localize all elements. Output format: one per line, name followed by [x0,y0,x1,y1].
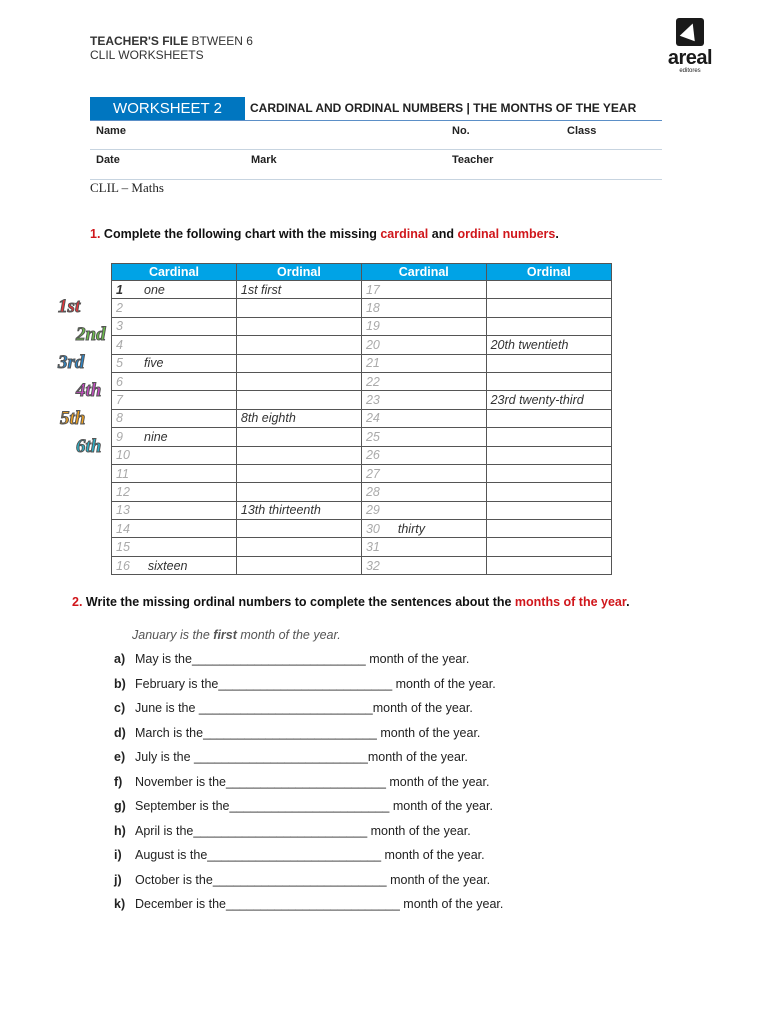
sentence-item[interactable] [114,873,490,887]
sentence-letter: b) [114,676,126,691]
sentence-item[interactable] [114,824,471,838]
ordinal-cell[interactable] [236,391,361,409]
cardinal-cell[interactable] [112,317,237,335]
form-rule [90,149,662,150]
cardinal-number: 7 [116,393,123,408]
cardinal-cell[interactable] [112,464,237,482]
cardinal-number: 19 [365,319,380,334]
question-1: 1. Complete the following chart with the missing cardinal and ordinal numbers. [90,227,559,241]
ordinal-cell[interactable]: 8th eighth [236,409,361,427]
header-ordinal: Ordinal [486,264,611,281]
sentence-item[interactable] [114,726,480,740]
sentence-text: October is the_________________________ month of the year. [135,872,491,887]
form-rule [90,179,662,180]
ordinal-cell[interactable] [236,520,361,538]
ordinal-cell[interactable] [486,354,611,372]
cardinal-number: 28 [365,484,380,499]
sentence-letter: a) [114,652,126,666]
ordinal-cell[interactable] [486,483,611,501]
cardinal-number: 15 [116,540,130,555]
table-row [112,372,612,390]
cardinal-cell[interactable] [112,336,237,354]
ordinal-cell[interactable] [486,464,611,482]
ordinal-cell[interactable]: 20th twentieth [486,336,611,354]
table-row [112,501,612,519]
ordinal-cell[interactable]: 1st first [236,281,361,299]
sentence-item[interactable] [114,677,496,691]
ordinal-cell[interactable] [236,464,361,482]
cardinal-number: 11 [116,466,129,481]
table-row [112,281,612,299]
ordinal-cell[interactable] [236,428,361,446]
cardinal-number: 29 [365,503,380,518]
cardinal-number: 8 [116,411,123,426]
sentence-text: February is the_________________________ month of the year. [135,676,496,691]
sentence-letter: c) [114,701,126,715]
ordinal-badges [58,296,108,496]
cardinal-number: 18 [365,301,380,316]
cardinal-number: 13 [116,503,130,518]
cardinal-word: five [144,356,164,371]
cardinal-cell[interactable] [112,501,237,519]
table-row [112,446,612,464]
sentence-item[interactable] [114,848,485,862]
number-label: No. [452,125,470,137]
cardinal-number: 27 [365,466,380,481]
cardinal-number: 25 [365,429,380,444]
cardinal-number: 4 [116,337,123,352]
cardinal-cell[interactable] [361,538,486,556]
cardinal-cell[interactable] [112,446,237,464]
cardinal-cell[interactable] [361,299,486,317]
ordinal-cell[interactable] [486,501,611,519]
cardinal-number: 2 [116,301,123,316]
table-row [112,317,612,335]
cardinal-cell[interactable] [361,409,486,427]
table-row [112,391,612,409]
cardinal-word: one [144,282,165,297]
header-subtitle: CLIL WORKSHEETS [90,48,204,62]
table-row [112,538,612,556]
header-cardinal: Cardinal [361,264,486,281]
ordinal-cell[interactable] [486,538,611,556]
sentence-text: December is the_________________________ month of the year. [135,897,504,911]
header-ordinal: Ordinal [236,264,361,281]
sentence-item[interactable] [114,775,489,789]
cardinal-word: thirty [397,521,425,536]
sentence-letter: k) [114,897,126,911]
cardinal-cell[interactable] [361,520,486,538]
sentence-text: April is the_________________________ month of the year. [135,823,471,838]
sentence-text: June is the _________________________month of the year. [135,701,473,715]
cardinal-cell[interactable] [361,446,486,464]
ordinal-cell[interactable] [486,281,611,299]
cardinal-number: 1 [116,282,123,297]
cardinal-number: 9 [116,429,123,444]
sentence-letter: e) [114,750,126,764]
logo-subtext: editores [679,68,701,74]
sentence-letter: f) [114,774,123,789]
cardinal-word: nine [144,429,168,444]
worksheet-title: CARDINAL AND ORDINAL NUMBERS | THE MONTHS OF THE YEAR [250,101,637,115]
sentence-text: November is the_______________________ month of the year. [135,774,490,789]
cardinal-cell[interactable] [112,520,237,538]
ordinal-cell[interactable] [486,317,611,335]
sentence-text: September is the_______________________ month of the year. [135,799,493,813]
cardinal-word: sixteen [147,558,188,573]
table-row [112,556,612,574]
header-cardinal: Cardinal [112,264,237,281]
cardinal-cell[interactable] [112,428,237,446]
ordinal-cell[interactable] [236,372,361,390]
logo-text: areal [667,47,713,69]
cardinal-cell[interactable] [361,556,486,574]
cardinal-cell[interactable] [361,428,486,446]
subject-label: CLIL – Maths [90,180,164,195]
cardinal-number: 3 [116,319,123,334]
ordinal-cell[interactable] [486,299,611,317]
cardinal-number: 23 [365,393,380,408]
cardinal-number: 16 [116,558,130,573]
ordinal-cell[interactable] [486,556,611,574]
sentence-text: March is the_________________________ month of the year. [135,725,481,740]
cardinal-cell[interactable] [361,464,486,482]
ordinal-badge-icon: 2nd [76,324,106,345]
worksheet-label: WORKSHEET 2 [90,97,245,120]
logo-mark-icon [676,18,704,46]
cardinal-cell[interactable] [112,556,237,574]
ordinal-badge-icon: 5th [60,408,86,429]
table-row [112,354,612,372]
ordinal-badge-icon: 4th [76,380,102,401]
banner-rule [90,120,662,121]
cardinal-number: 17 [365,282,380,297]
table-row [112,428,612,446]
cardinal-number: 6 [116,374,123,389]
cardinal-number: 24 [365,411,380,426]
ordinal-cell[interactable] [236,538,361,556]
cardinal-cell[interactable] [361,372,486,390]
table-row [112,464,612,482]
ordinal-cell[interactable] [236,299,361,317]
ordinal-cell[interactable] [486,428,611,446]
sentence-letter: h) [114,823,126,838]
sentence-item[interactable] [114,652,469,666]
name-label: Name [96,125,126,137]
sentence-letter: g) [114,799,126,813]
sentence-letter: d) [114,725,126,740]
cardinal-number: 20 [365,337,380,352]
ordinal-cell[interactable] [236,556,361,574]
table-row [112,483,612,501]
sentence-text: August is the_________________________ month of the year. [135,848,485,862]
ordinal-cell[interactable] [236,354,361,372]
ordinal-cell[interactable] [486,520,611,538]
ordinal-cell[interactable] [236,336,361,354]
cardinal-cell[interactable] [361,501,486,519]
header-title: TEACHER'S FILE BTWEEN 6 [90,34,253,48]
ordinal-cell[interactable] [486,446,611,464]
cardinal-cell[interactable] [112,354,237,372]
date-label: Date [96,154,120,166]
cardinal-number: 10 [116,448,130,463]
table-row [112,336,612,354]
cardinal-cell[interactable] [361,281,486,299]
cardinal-cell[interactable] [361,317,486,335]
ordinal-cell[interactable] [236,317,361,335]
ordinal-cell[interactable] [236,483,361,501]
cardinal-cell[interactable] [112,281,237,299]
cardinal-cell[interactable] [112,372,237,390]
ordinal-cell[interactable] [486,372,611,390]
cardinal-number: 21 [365,356,380,371]
class-label: Class [567,125,597,137]
sentence-text: May is the_________________________ month of the year. [135,652,470,666]
cardinal-number: 26 [365,448,380,463]
example-sentence: January is the first month of the year. [132,628,341,642]
sentence-item[interactable] [114,750,468,764]
areal-logo [660,18,720,74]
cardinal-cell[interactable] [112,483,237,501]
ordinal-badge-icon: 1st [58,296,81,317]
ordinal-badge-icon: 6th [76,436,102,457]
cardinal-cell[interactable] [112,391,237,409]
table-row [112,409,612,427]
cardinal-cell[interactable] [112,299,237,317]
sentence-item[interactable] [114,701,473,715]
cardinal-cell[interactable] [112,538,237,556]
sentence-letter: i) [114,848,122,862]
sentence-text: July is the _________________________month of the year. [135,750,468,764]
sentence-item[interactable] [114,897,503,911]
sentence-letter: j) [114,872,122,887]
ordinal-badge-icon: 3rd [58,352,85,373]
cardinal-number: 12 [116,484,130,499]
cardinal-cell[interactable] [361,354,486,372]
teacher-label: Teacher [452,154,494,166]
cardinal-number: 32 [365,558,380,573]
cardinal-cell[interactable] [112,409,237,427]
ordinal-cell[interactable]: 13th thirteenth [236,501,361,519]
cardinal-number: 14 [116,521,130,536]
cardinal-number: 31 [365,540,380,555]
mark-label: Mark [251,154,277,166]
ordinal-cell[interactable] [236,446,361,464]
question-2: 2. Write the missing ordinal numbers to complete the sentences about the months of the year. [72,595,630,609]
ordinal-cell[interactable]: 23rd twenty-third [486,391,611,409]
cardinal-cell[interactable] [361,391,486,409]
ordinal-cell[interactable] [486,409,611,427]
numbers-chart [111,263,612,575]
table-row [112,299,612,317]
table-row [112,520,612,538]
cardinal-cell[interactable] [361,336,486,354]
cardinal-number: 22 [365,374,380,389]
sentence-item[interactable] [114,799,493,813]
cardinal-number: 5 [116,356,123,371]
cardinal-cell[interactable] [361,483,486,501]
cardinal-number: 30 [365,521,380,536]
